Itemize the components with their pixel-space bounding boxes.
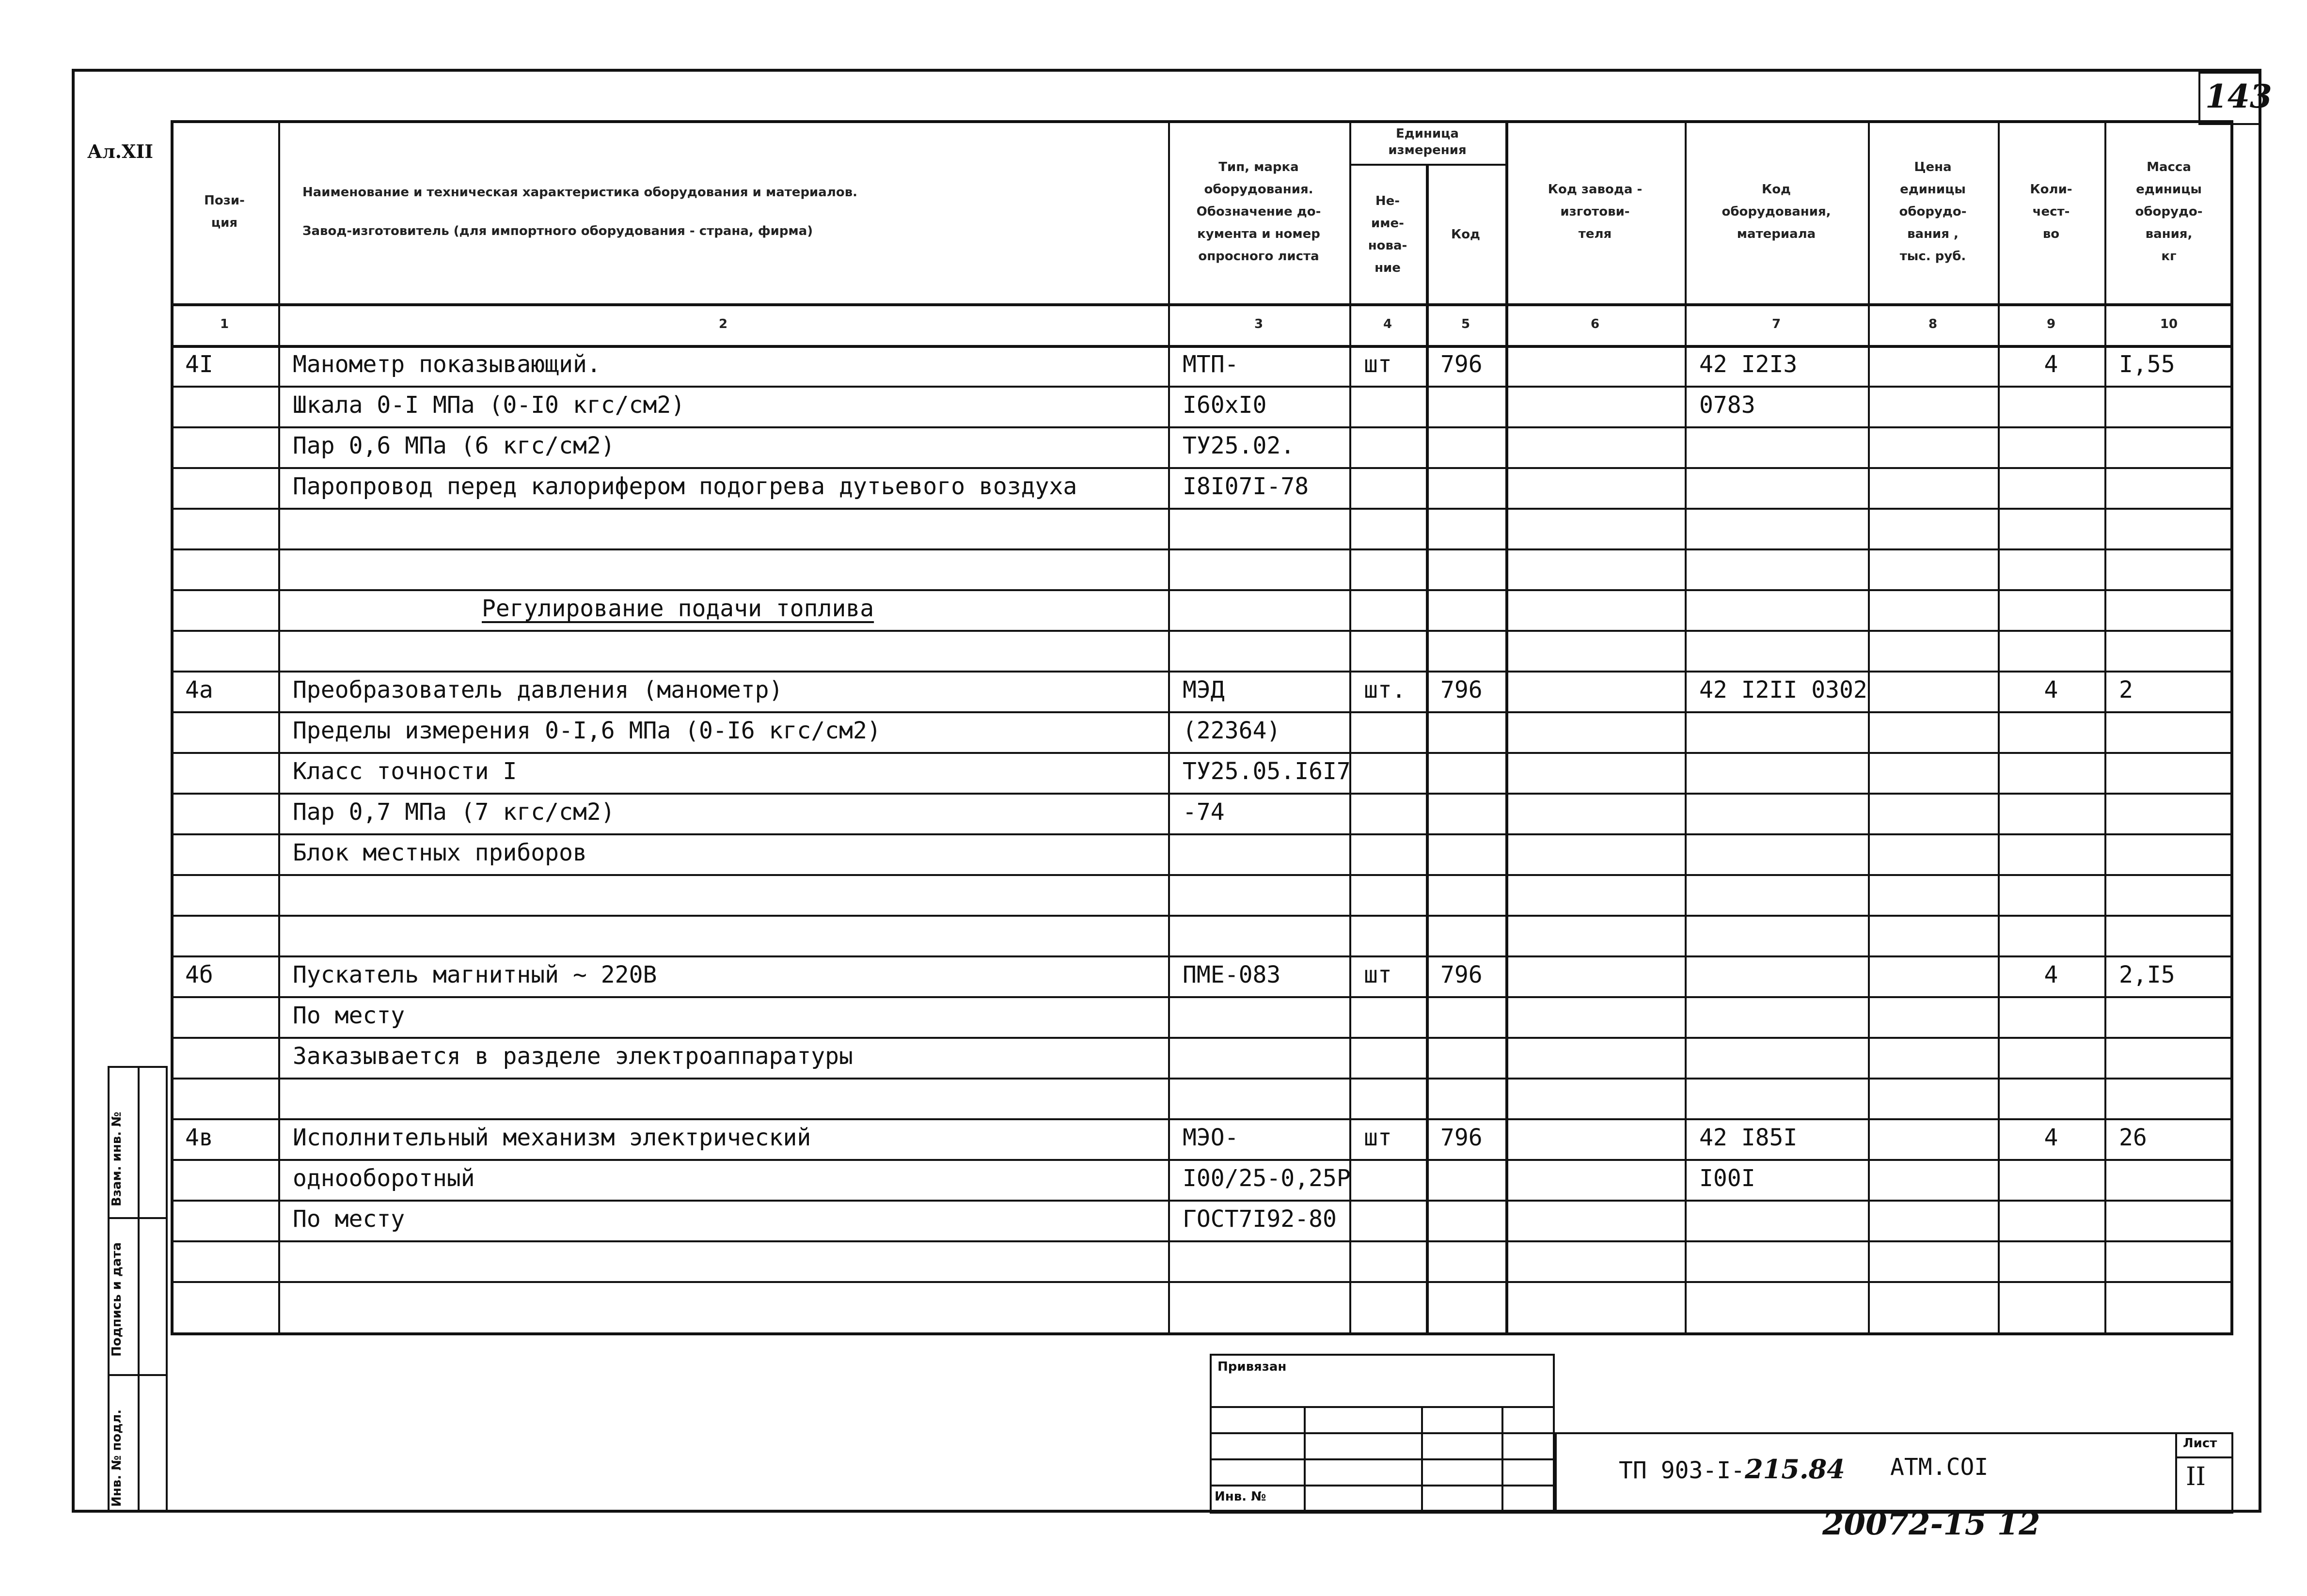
header-line: ние	[1375, 261, 1401, 275]
page-number: 143	[2205, 78, 2272, 115]
cell-type: МТП-	[1183, 351, 1239, 378]
header-line: во	[2042, 227, 2060, 241]
stamp-linked-label: Привязан	[1217, 1360, 1287, 1374]
cell-mass: 2,I5	[2119, 961, 2175, 988]
row-divider	[171, 955, 2233, 957]
row-divider	[171, 915, 2233, 917]
cell-pos: 4б	[185, 961, 213, 988]
cell-name: Паропровод перед калорифером подогрева дутьевого воздуха	[293, 473, 1077, 500]
header-line: материала	[1737, 227, 1816, 241]
sheet-number: II	[2186, 1462, 2206, 1491]
cell-type: I00/25-0,25Р	[1183, 1165, 1351, 1192]
header-line: Код завода -	[1548, 182, 1643, 197]
row-divider	[171, 833, 2233, 835]
header-line: Код	[1451, 227, 1481, 242]
row-divider	[171, 467, 2233, 469]
doc-code-suffix: АТМ.COI	[1890, 1454, 1989, 1481]
cell-qty: 4	[2044, 351, 2058, 378]
row-divider	[171, 508, 2233, 510]
header-line: Код	[1761, 182, 1791, 197]
column-number: 1	[220, 317, 229, 331]
cell-unit: шт.	[1364, 676, 1406, 704]
cell-mass: I,55	[2119, 351, 2175, 378]
cell-type: МЭД	[1183, 676, 1225, 704]
row-divider	[171, 1037, 2233, 1039]
stamp-line	[1501, 1406, 1503, 1514]
header-line: Масса	[2147, 160, 2191, 174]
cell-name: Регулирование подачи топлива	[482, 595, 874, 622]
column-number: 4	[1383, 317, 1392, 331]
row-divider	[171, 426, 2233, 428]
cell-type: МЭО-	[1183, 1124, 1239, 1151]
header-line: оборудования,	[1722, 204, 1831, 219]
header-line: ция	[211, 216, 238, 230]
title-block-divider	[2175, 1456, 2233, 1458]
cell-pos: 4в	[185, 1124, 213, 1151]
cell-mass: 2	[2119, 676, 2133, 704]
header-c7	[1685, 120, 1868, 303]
row-divider	[171, 630, 2233, 632]
cell-type: ПМЕ-083	[1183, 961, 1281, 988]
cell-code: 796	[1440, 676, 1483, 704]
header-c10	[2104, 120, 2233, 303]
cell-name: Пределы измерения 0-I,6 МПа (0-I6 кгс/см2)	[293, 717, 881, 744]
header-unit	[1349, 120, 1505, 164]
column-number: 8	[1928, 317, 1938, 331]
title-block-divider	[2175, 1432, 2177, 1514]
row-divider	[171, 1159, 2233, 1161]
header-line: Обозначение до-	[1196, 204, 1321, 219]
header-line: тыс. руб.	[1899, 249, 1966, 264]
row-divider	[171, 1118, 2233, 1120]
row-divider	[171, 1200, 2233, 1202]
cell-pos: 4I	[185, 351, 213, 378]
row-divider	[171, 711, 2233, 713]
header-line: Тип, марка	[1218, 160, 1299, 174]
header-line: изготови-	[1560, 204, 1630, 219]
header-line: нова-	[1368, 238, 1407, 253]
bottom-note: 20072-15 12	[1822, 1506, 2040, 1542]
cell-type: (22364)	[1183, 717, 1281, 744]
header-line: Пози-	[204, 193, 245, 208]
sheet-label: Лист	[2183, 1436, 2217, 1451]
header-line: вания ,	[1907, 227, 1959, 241]
side-label-inv: Инв. № подл.	[110, 1409, 124, 1507]
cell-name: Класс точности I	[293, 758, 517, 785]
stamp-inv-label: Инв. №	[1215, 1489, 1266, 1504]
header-line: опросного листа	[1198, 249, 1319, 264]
cell-name: Преобразователь давления (манометр)	[293, 676, 783, 704]
header-line: Коли-	[2030, 182, 2072, 197]
cell-name: По месту	[293, 1205, 405, 1233]
doc-code	[1619, 1454, 1845, 1485]
row-divider	[171, 671, 2233, 673]
cell-type: I8I07I-78	[1183, 473, 1309, 500]
cell-equip: I00I	[1699, 1165, 1755, 1192]
header-c4	[1349, 166, 1426, 303]
cell-name: Шкала 0-I МПа (0-I0 кгс/см2)	[293, 391, 685, 419]
header-line: Не-	[1375, 194, 1400, 208]
column-number: 10	[2160, 317, 2178, 331]
header-line: Наименование и техническая характеристика оборудования и материалов.	[302, 185, 858, 200]
cell-equip: 42 I2I3	[1699, 351, 1798, 378]
cell-type: ТУ25.02.	[1183, 432, 1295, 459]
header-line: име-	[1371, 216, 1404, 231]
cell-type: ГОСТ7I92-80	[1183, 1205, 1337, 1233]
row-divider	[171, 1281, 2233, 1283]
header-line: оборудо-	[2135, 204, 2203, 219]
header-line: измерения	[1388, 143, 1467, 157]
header-line: кумента и номер	[1197, 227, 1320, 241]
cell-qty: 4	[2044, 961, 2058, 988]
header-c9	[1998, 120, 2104, 303]
stamp-line	[1304, 1406, 1306, 1514]
cell-unit: шт	[1364, 351, 1392, 378]
cell-qty: 4	[2044, 1124, 2058, 1151]
table-bottom	[171, 1332, 2233, 1335]
side-strip-divider	[138, 1066, 140, 1513]
cell-type: -74	[1183, 798, 1225, 826]
header-line: единицы	[1900, 182, 1966, 197]
cell-name: Блок местных приборов	[293, 839, 587, 866]
row-divider	[171, 996, 2233, 998]
cell-name: Манометр показывающий.	[293, 351, 601, 378]
side-label-sign: Подпись и дата	[110, 1242, 124, 1357]
row-divider	[171, 793, 2233, 795]
header-line: вания,	[2145, 227, 2193, 241]
cell-code: 796	[1440, 351, 1483, 378]
cell-name: Пар 0,7 МПа (7 кгс/см2)	[293, 798, 615, 826]
cell-type: I60xI0	[1183, 391, 1267, 419]
column-number: 9	[2046, 317, 2056, 331]
row-divider	[171, 1078, 2233, 1080]
cell-equip: 42 I85I	[1699, 1124, 1798, 1151]
stamp-line	[1421, 1406, 1423, 1514]
row-divider	[171, 1240, 2233, 1242]
cell-mass: 26	[2119, 1124, 2147, 1151]
header-c3	[1168, 120, 1349, 303]
doc-code-prefix: ТП 903-I-	[1619, 1457, 1745, 1484]
column-number: 5	[1461, 317, 1470, 331]
cell-type: ТУ25.05.I6I7	[1183, 758, 1351, 785]
column-number: 3	[1254, 317, 1264, 331]
cell-code: 796	[1440, 1124, 1483, 1151]
header-line: единицы	[2136, 182, 2202, 197]
header-line: Завод-изготовитель (для импортного оборудования - страна, фирма)	[302, 224, 813, 238]
header-line: оборудования.	[1204, 182, 1313, 197]
cell-name: Пар 0,6 МПа (6 кгс/см2)	[293, 432, 615, 459]
cell-equip: 0783	[1699, 391, 1755, 419]
row-divider	[171, 589, 2233, 591]
cell-name: Заказывается в разделе электроаппаратуры	[293, 1043, 853, 1070]
cell-unit: шт	[1364, 1124, 1392, 1151]
header-line: чест-	[2032, 204, 2070, 219]
header-line: Цена	[1914, 160, 1952, 174]
cell-code: 796	[1440, 961, 1483, 988]
column-number: 6	[1590, 317, 1600, 331]
header-line: теля	[1578, 227, 1612, 241]
header-c2	[278, 120, 1168, 303]
row-divider	[171, 548, 2233, 550]
cell-unit: шт	[1364, 961, 1392, 988]
side-label-replace: Взам. инв. №	[110, 1111, 124, 1206]
column-number: 2	[718, 317, 728, 331]
header-line: оборудо-	[1899, 204, 1967, 219]
cell-pos: 4а	[185, 676, 213, 704]
sheet-id: Ал.XII	[87, 141, 154, 162]
cell-equip: 42 I2II 0302	[1699, 676, 1867, 704]
header-c8	[1868, 120, 1998, 303]
header-c5	[1426, 166, 1505, 303]
cell-name: По месту	[293, 1002, 405, 1029]
doc-code-hand: 215.84	[1745, 1454, 1845, 1485]
header-divider	[171, 345, 2233, 348]
column-number: 7	[1771, 317, 1781, 331]
cell-name: однооборотный	[293, 1165, 475, 1192]
row-divider	[171, 386, 2233, 388]
header-line: Единица	[1396, 126, 1459, 141]
cell-name: Пускатель магнитный ~ 220В	[293, 961, 657, 988]
cell-name: Исполнительный механизм электрический	[293, 1124, 811, 1151]
row-divider	[171, 752, 2233, 754]
row-divider	[171, 874, 2233, 876]
header-line: кг	[2161, 249, 2177, 264]
header-c6	[1505, 120, 1685, 303]
cell-qty: 4	[2044, 676, 2058, 704]
